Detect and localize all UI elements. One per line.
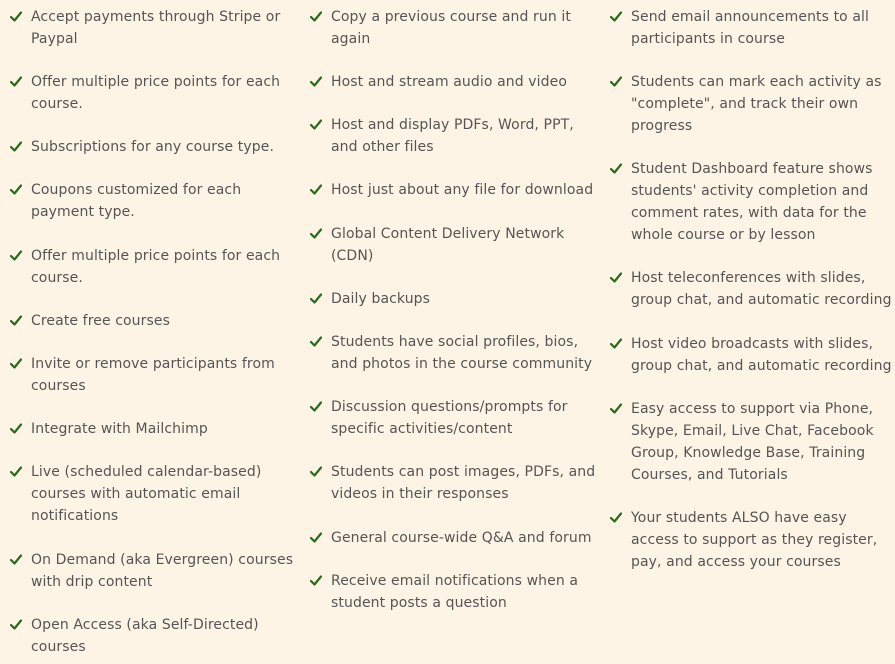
- list-item: [310, 114, 598, 158]
- list-item: [310, 179, 598, 201]
- list-item: [610, 6, 895, 50]
- list-item: [10, 179, 295, 223]
- list-item: [310, 71, 598, 93]
- checkmark-icon: [310, 179, 324, 201]
- feature-text: Host and stream audio and video: [331, 74, 568, 90]
- checkmark-icon: [610, 398, 624, 420]
- feature-text: Live (scheduled calendar-based) courses with automatic email notifications: [31, 464, 262, 524]
- feature-text: Copy a previous course and run it again: [331, 9, 571, 47]
- feature-text: Students can mark each activity as "complete", and track their own progress: [631, 74, 882, 134]
- list-item: [10, 418, 295, 440]
- feature-text: Offer multiple price points for each course.: [31, 248, 281, 286]
- list-item: [310, 288, 598, 310]
- checkmark-icon: [10, 6, 24, 28]
- feature-text: Send email announcements to all participants in course: [631, 9, 870, 47]
- checkmark-icon: [310, 114, 324, 136]
- checkmark-icon: [10, 418, 24, 440]
- checkmark-icon: [10, 549, 24, 571]
- checkmark-icon: [610, 158, 624, 180]
- list-item: [10, 71, 295, 115]
- list-item: [610, 507, 895, 573]
- checkmark-icon: [310, 6, 324, 28]
- feature-text: On Demand (aka Evergreen) courses with drip content: [31, 552, 294, 590]
- checkmark-icon: [10, 71, 24, 93]
- feature-text: Receive email notifications when a student posts a question: [331, 573, 579, 611]
- list-item: [310, 461, 598, 505]
- list-item: [310, 570, 598, 614]
- list-item: [10, 353, 295, 397]
- list-item: [10, 310, 295, 332]
- feature-text: Open Access (aka Self-Directed) courses: [31, 617, 259, 655]
- feature-text: Host and display PDFs, Word, PPT, and other files: [331, 117, 574, 155]
- checkmark-icon: [10, 353, 24, 375]
- feature-text: Discussion questions/prompts for specific activities/content: [331, 399, 568, 437]
- checkmark-icon: [10, 179, 24, 201]
- feature-text: Subscriptions for any course type.: [31, 139, 274, 155]
- checkmark-icon: [310, 527, 324, 549]
- checkmark-icon: [610, 6, 624, 28]
- feature-text: Students can post images, PDFs, and videos in their responses: [331, 464, 596, 502]
- checkmark-icon: [310, 461, 324, 483]
- checkmark-icon: [310, 288, 324, 310]
- feature-text: Accept payments through Stripe or Paypal: [31, 9, 281, 47]
- list-item: [10, 461, 295, 527]
- checkmark-icon: [610, 507, 624, 529]
- list-item: [610, 71, 895, 137]
- checkmark-icon: [610, 333, 624, 355]
- checkmark-icon: [310, 570, 324, 592]
- checkmark-icon: [310, 223, 324, 245]
- checkmark-icon: [610, 71, 624, 93]
- feature-text: Invite or remove participants from courses: [31, 356, 275, 394]
- list-item: [10, 549, 295, 593]
- feature-text: Students have social profiles, bios, and photos in the course community: [331, 334, 593, 372]
- feature-text: Easy access to support via Phone, Skype, Email, Live Chat, Facebook Group, Knowledge Base, Training Courses, and Tutorials: [631, 401, 874, 483]
- feature-text: Coupons customized for each payment type.: [31, 182, 242, 220]
- list-item: [10, 6, 295, 50]
- list-item: [610, 333, 895, 377]
- list-item: [310, 527, 598, 549]
- list-item: [610, 158, 895, 246]
- checkmark-icon: [10, 136, 24, 158]
- feature-text: Host video broadcasts with slides, group chat, and automatic recording: [631, 336, 892, 374]
- feature-text: Student Dashboard feature shows students' activity completion and comment rates, with data for the whole course or by lesson: [631, 161, 873, 243]
- list-item: [610, 398, 895, 486]
- feature-text: Offer multiple price points for each course.: [31, 74, 281, 112]
- checkmark-icon: [310, 396, 324, 418]
- feature-text: General course-wide Q&A and forum: [331, 530, 592, 546]
- checkmark-icon: [310, 331, 324, 353]
- checkmark-icon: [10, 310, 24, 332]
- list-item: [310, 396, 598, 440]
- checkmark-icon: [10, 245, 24, 267]
- checkmark-icon: [10, 461, 24, 483]
- feature-text: Host teleconferences with slides, group chat, and automatic recording: [631, 270, 892, 308]
- feature-text: Global Content Delivery Network (CDN): [331, 226, 565, 264]
- checkmark-icon: [10, 614, 24, 636]
- list-item: [10, 614, 295, 658]
- list-item: [10, 245, 295, 289]
- feature-text: Daily backups: [331, 291, 431, 307]
- list-item: [310, 331, 598, 375]
- feature-text: Host just about any file for download: [331, 182, 594, 198]
- checkmark-icon: [610, 267, 624, 289]
- feature-text: Create free courses: [31, 313, 171, 329]
- list-item: [310, 6, 598, 50]
- list-item: [10, 136, 295, 158]
- list-item: [310, 223, 598, 267]
- feature-text: Your students ALSO have easy access to support as they register, pay, and access your courses: [631, 510, 878, 570]
- list-item: [610, 267, 895, 311]
- feature-text: Integrate with Mailchimp: [31, 421, 208, 437]
- checkmark-icon: [310, 71, 324, 93]
